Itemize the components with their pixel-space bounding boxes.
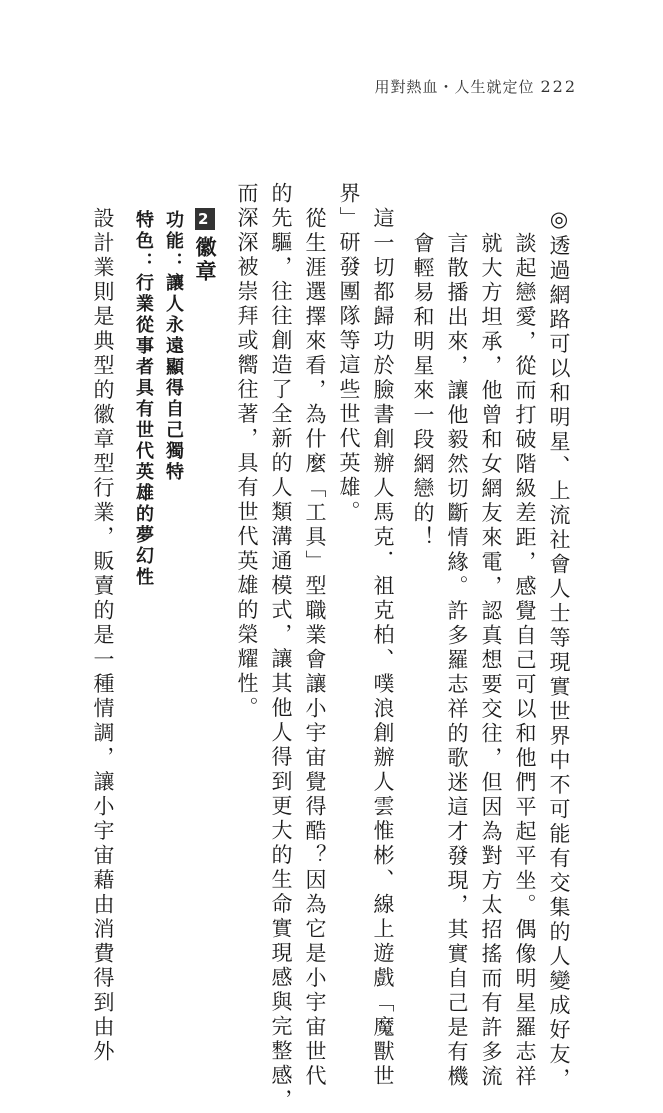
section-function-line: 功能：讓人永遠顯得自己獨特 [163,210,184,483]
page-number: 222 [540,77,577,96]
text-column-7: 界」研發團隊等這些世代英雄。 [337,182,361,525]
text-column-5: 會輕易和明星來一段網戀的！ [411,232,435,551]
running-header [374,76,577,97]
section-heading [194,208,215,284]
text-column-3: 就大方坦承，他曾和女網友來電，認真想要交往，但因為對方太招搖而有許多流 [479,232,503,1090]
section-title: 徽章 [193,236,217,284]
section-number-badge: 2 [195,208,215,230]
text-column-4: 言散播出來，讓他毅然切斷情緣。許多羅志祥的歌迷這才發現，其實自己是有機 [445,232,469,1090]
running-title: 用對熱血・人生就定位 [374,78,535,96]
text-column-1: ◎透過網路可以和明星、上流社會人士等現實世界中不可能有交集的人變成好友， [547,207,571,1092]
text-column-10: 而深深被崇拜或嚮往著，具有世代英雄的榮耀性。 [235,182,259,721]
text-column-8: 從生涯選擇來看，為什麼「工具」型職業會讓小宇宙覺得酷？因為它是小宇宙世代 [303,207,327,1089]
text-column-2: 談起戀愛，從而打破階級差距，感覺自己可以和他們平起平坐。偶像明星羅志祥 [513,232,537,1090]
text-column-6: 這一切都歸功於臉書創辦人馬克．祖克柏、噗浪創辦人雲惟彬、線上遊戲「魔獸世 [371,207,395,1089]
section-feature-line: 特色：行業從事者具有世代英雄的夢幻性 [133,210,154,588]
text-column-9: 的先驅，往往創造了全新的人類溝通模式，讓其他人得到更大的生命實現感與完整感， [269,182,293,1113]
text-column-closing: 設計業則是典型的徽章型行業，販賣的是一種情調，讓小宇宙藉由消費得到由外 [91,207,115,1065]
